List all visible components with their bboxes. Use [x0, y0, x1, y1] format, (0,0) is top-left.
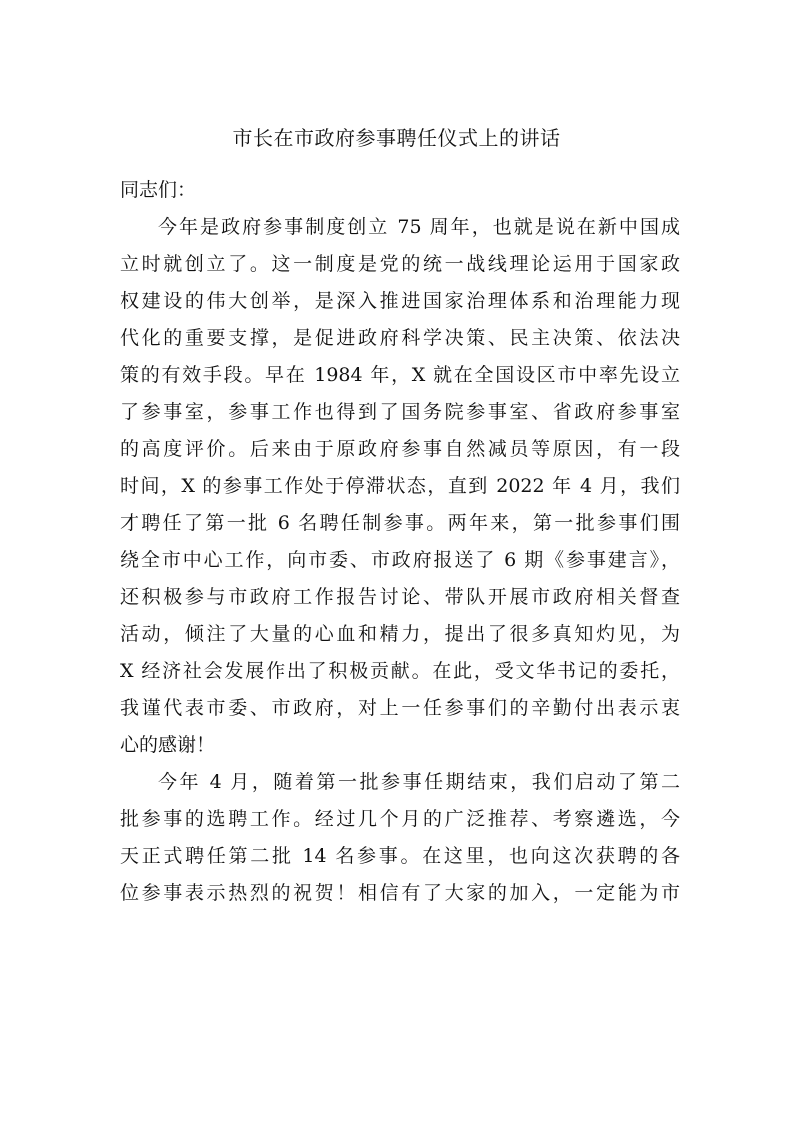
paragraph-1-line-15: 心的感谢！: [120, 734, 216, 756]
paragraph-2-line-3: 天正式聘任第二批 14 名参事。在这里，也向这次获聘的各: [120, 845, 680, 867]
document-body: [120, 172, 680, 912]
salutation-line: 同志们：: [120, 179, 197, 201]
paragraph-2-line-2: 批参事的选聘工作。经过几个月的广泛推荐、考察遴选，今: [120, 808, 680, 830]
paragraph-1-line-2: 立时就创立了。这一制度是党的统一战线理论运用于国家政: [120, 253, 680, 275]
paragraph-1-line-11: 还积极参与市政府工作报告讨论、带队开展市政府相关督查: [120, 586, 680, 608]
paragraph-1-line-4: 代化的重要支撑，是促进政府科学决策、民主决策、依法决: [120, 327, 680, 349]
paragraph-2-line-1: 今年 4 月，随着第一批参事任期结束，我们启动了第二: [158, 771, 680, 793]
paragraph-1-line-10: 绕全市中心工作，向市委、市政府报送了 6 期《参事建言》，: [120, 549, 680, 571]
paragraph-1-line-13: X 经济社会发展作出了积极贡献。在此，受文华书记的委托，: [120, 660, 680, 682]
paragraph-1-line-9: 才聘任了第一批 6 名聘任制参事。两年来，第一批参事们围: [120, 512, 680, 534]
document-title: 市长在市政府参事聘任仪式上的讲话: [232, 126, 561, 150]
paragraph-1-line-8: 时间，X 的参事工作处于停滞状态，直到 2022 年 4 月，我们: [120, 475, 680, 497]
paragraph-1-line-14: 我谨代表市委、市政府，对上一任参事们的辛勤付出表示衷: [120, 697, 680, 719]
paragraph-1-line-3: 权建设的伟大创举，是深入推进国家治理体系和治理能力现: [120, 290, 680, 312]
paragraph-1-line-5: 策的有效手段。早在 1984 年，X 就在全国设区市中率先设立: [120, 364, 680, 386]
paragraph-2-line-4: 位参事表示热烈的祝贺！相信有了大家的加入，一定能为市: [120, 882, 680, 904]
paragraph-1-line-12: 活动，倾注了大量的心血和精力，提出了很多真知灼见，为: [120, 623, 680, 645]
paragraph-1-line-6: 了参事室，参事工作也得到了国务院参事室、省政府参事室: [120, 401, 680, 423]
paragraph-1-line-7: 的高度评价。后来由于原政府参事自然减员等原因，有一段: [120, 438, 680, 460]
paragraph-1-line-1: 今年是政府参事制度创立 75 周年，也就是说在新中国成: [158, 216, 680, 238]
